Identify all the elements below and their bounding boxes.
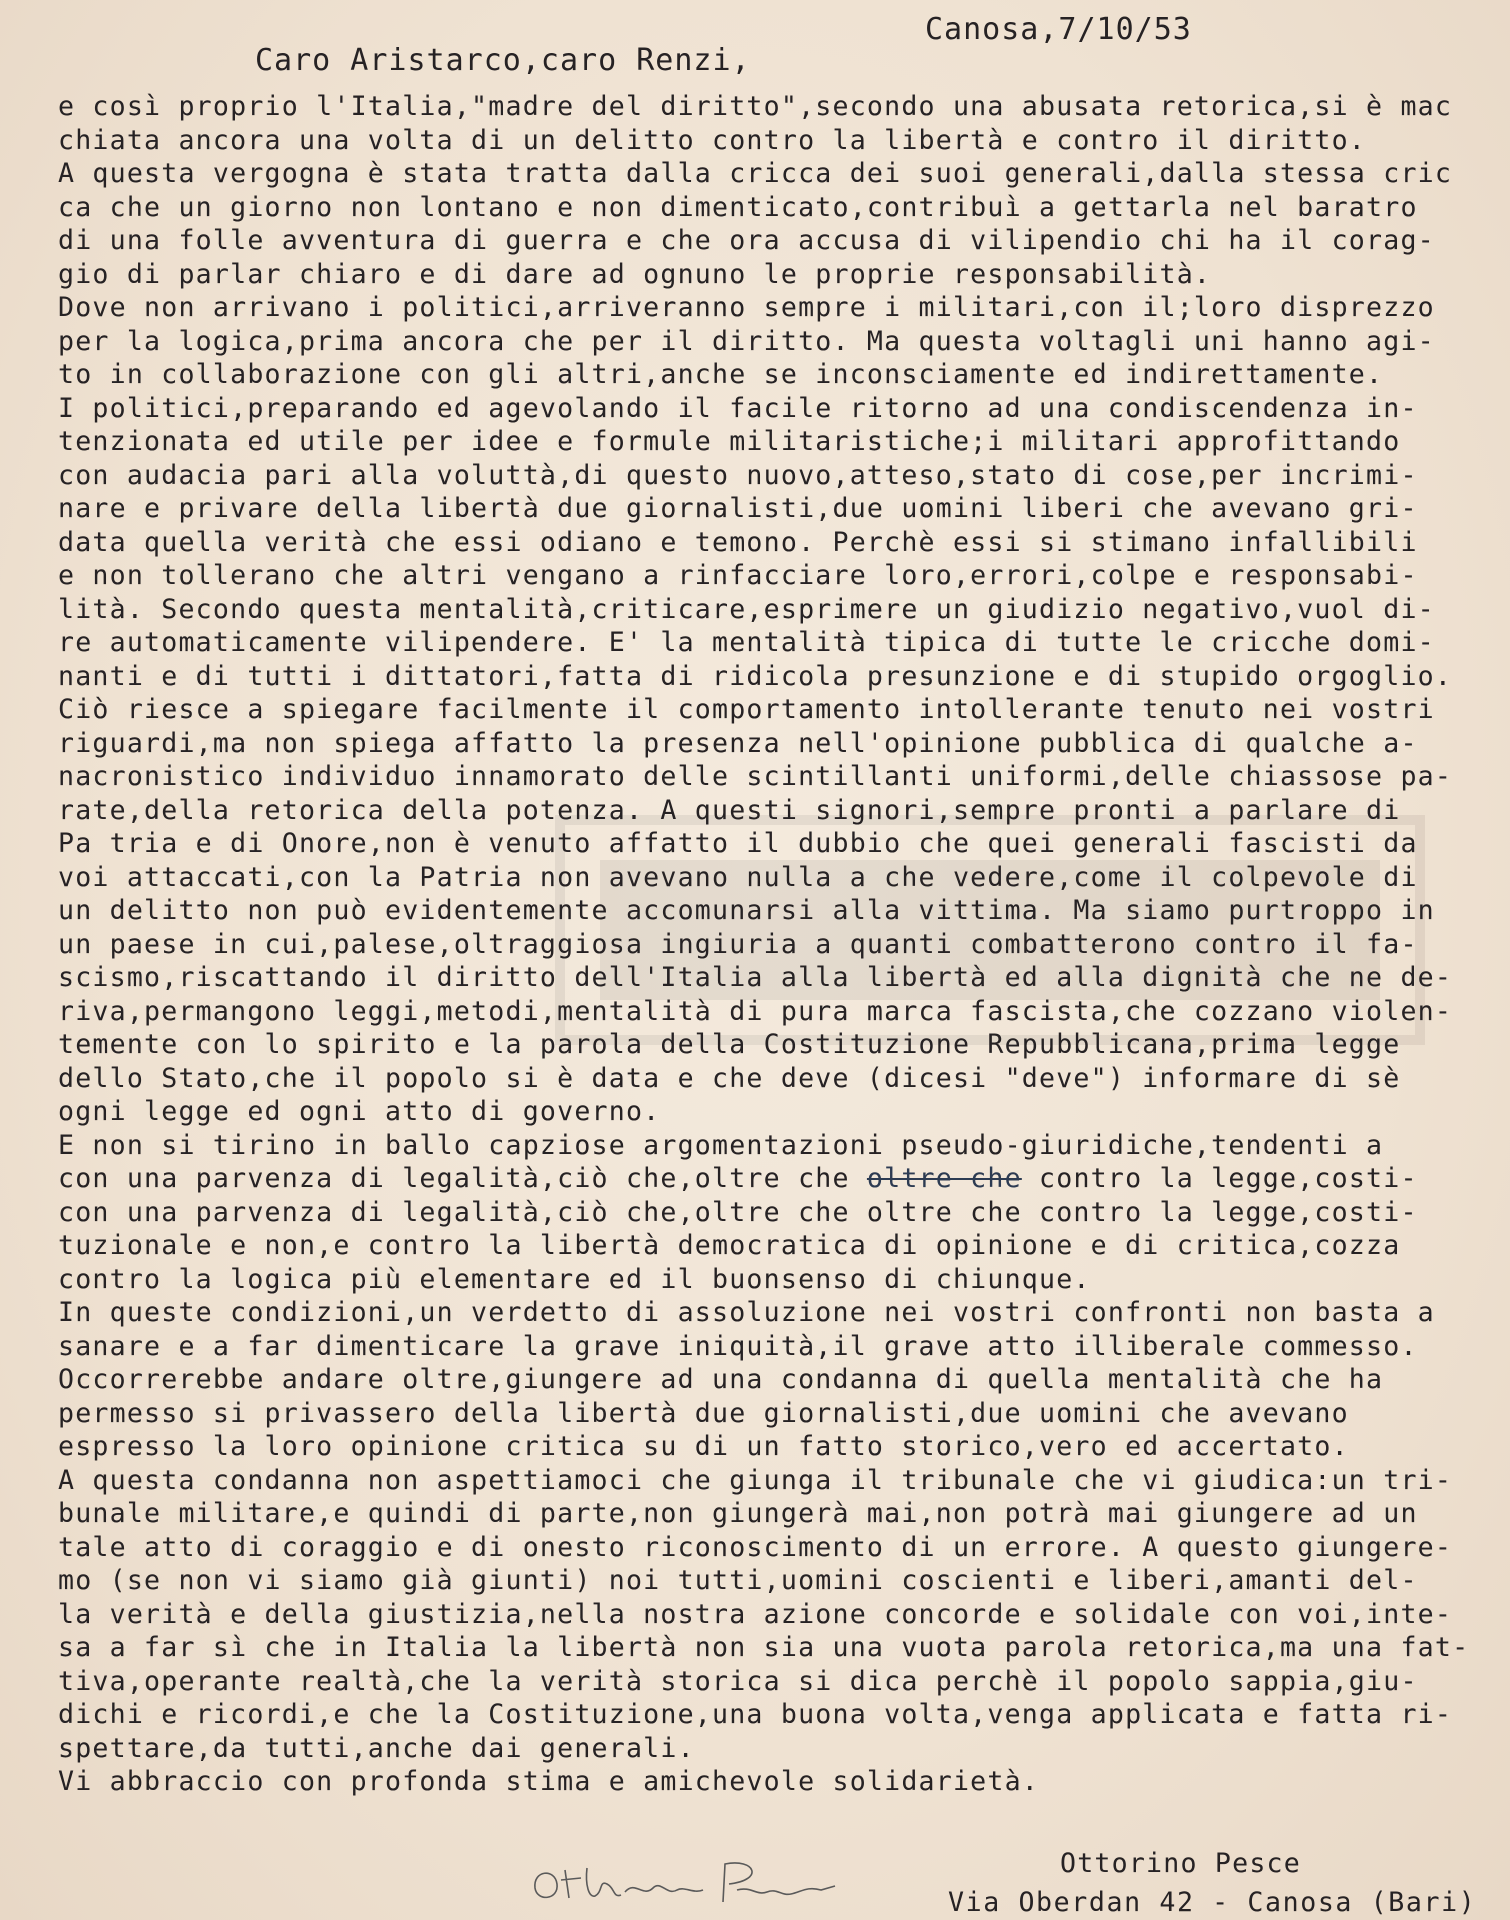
letter-line: voi attaccati,con la Patria non avevano nulla a che vedere,come il colpevole di <box>58 861 1418 893</box>
letter-line: temente con lo spirito e la parola della Costituzione Repubblicana,prima legge <box>58 1029 1401 1060</box>
letter-line: dello Stato,che il popolo si è data e che deve (dicesi "deve") informare di sè <box>58 1062 1401 1094</box>
letter-line: gio di parlar chiaro e di dare ad ognuno le proprie responsabilità. <box>58 258 1212 290</box>
letter-line: di una folle avventura di guerra e che ora accusa di vilipendio chi ha il corag- <box>58 225 1435 256</box>
letter-line: la verità e della giustizia,nella nostra azione concorde e solidale con voi,inte- <box>58 1598 1453 1630</box>
letter-line: data quella verità che essi odiano e temono. Perchè essi si stimano infallibili <box>58 526 1418 558</box>
letter-line: sanare e a far dimenticare la grave iniquità,il grave atto illiberale commesso. <box>58 1330 1418 1362</box>
line-part: contro la legge,costi- <box>1021 1163 1418 1194</box>
sender-name: Ottorino Pesce <box>1060 1848 1301 1879</box>
letter-line: A questa vergogna è stata tratta dalla cricca dei suoi generali,dalla stessa cric <box>58 158 1453 189</box>
letter-line: E non si tirino in ballo capziose argomentazioni pseudo-giuridiche,tendenti a <box>58 1129 1384 1161</box>
letter-line: e non tollerano che altri vengano a rinfacciare loro,errori,colpe e responsabi- <box>58 560 1418 591</box>
letter-line: ca che un giorno non lontano e non dimenticato,contribuì a gettarla nel baratro <box>58 191 1418 223</box>
letter-line: chiata ancora una volta di un delitto contro la libertà e contro il diritto. <box>58 124 1367 156</box>
letter-body <box>58 90 1498 1799</box>
letter-line: espresso la loro opinione critica su di un fatto storico,vero ed accertato. <box>58 1431 1349 1462</box>
letter-line: mo (se non vi siamo già giunti) noi tutti,uomini coscienti e liberi,amanti del- <box>58 1565 1418 1596</box>
letter-line <box>58 1162 1498 1196</box>
letter-line: sa a far sì che in Italia la libertà non sia una vuota parola retorica,ma una fat- <box>58 1632 1470 1663</box>
letter-line: Occorrerebbe andare oltre,giungere ad una condanna di quella mentalità che ha <box>58 1364 1384 1395</box>
letter-line: nare e privare della libertà due giornalisti,due uomini liberi che avevano gri- <box>58 493 1418 524</box>
letter-line: scismo,riscattando il diritto dell'Italia alla libertà ed alla dignità che ne de- <box>58 962 1453 993</box>
letter-line: riguardi,ma non spiega affatto la presenza nell'opinione pubblica di qualche a- <box>58 727 1418 759</box>
letter-date: Canosa,7/10/53 <box>925 12 1192 47</box>
letter-line: tuzionale e non,e contro la libertà democratica di opinione e di critica,cozza <box>58 1230 1401 1261</box>
letter-line: to in collaborazione con gli altri,anche se inconsciamente ed indirettamente. <box>58 359 1384 390</box>
letter-line: In queste condizioni,un verdetto di assoluzione nei vostri confronti non basta a <box>58 1297 1435 1328</box>
letter-line: Pa tria e di Onore,non è venuto affatto il dubbio che quei generali fascisti da <box>58 828 1418 859</box>
letter-line: bunale militare,e quindi di parte,non giungerà mai,non potrà mai giungere ad un <box>58 1498 1418 1529</box>
letter-line: per la logica,prima ancora che per il diritto. Ma questa voltagli uni hanno agi- <box>58 325 1435 357</box>
letter-line: Vi abbraccio con profonda stima e amichevole solidarietà. <box>58 1766 1040 1797</box>
letter-line: ogni legge ed ogni atto di governo. <box>58 1096 661 1127</box>
letter-line: tale atto di coraggio e di onesto riconoscimento di un errore. A questo giungere- <box>58 1531 1453 1563</box>
letter-line: A questa condanna non aspettiamoci che giunga il tribunale che vi giudica:un tri- <box>58 1464 1453 1496</box>
letter-line: tiva,operante realtà,che la verità storica si dica perchè il popolo sappia,giu- <box>58 1665 1418 1697</box>
letter-line: spettare,da tutti,anche dai generali. <box>58 1732 695 1764</box>
letter-line: re automaticamente vilipendere. E' la mentalità tipica di tutte le cricche domi- <box>58 627 1435 658</box>
handwritten-signature <box>525 1840 885 1915</box>
letter-line: contro la logica più elementare ed il buonsenso di chiunque. <box>58 1263 1091 1295</box>
letter-line: nacronistico individuo innamorato delle scintillanti uniformi,delle chiassose pa- <box>58 761 1453 792</box>
letter-salutation: Caro Aristarco,caro Renzi, <box>255 43 751 78</box>
letter-line: un delitto non può evidentemente accomunarsi alla vittima. Ma siamo purtroppo in <box>58 895 1435 926</box>
letter-line: dichi e ricordi,e che la Costituzione,una buona volta,venga applicata e fatta ri- <box>58 1699 1453 1730</box>
letter-line: e così proprio l'Italia,"madre del diritto",secondo una abusata retorica,si è mac <box>58 91 1453 122</box>
letter-line: un paese in cui,palese,oltraggiosa ingiuria a quanti combatterono contro il fa- <box>58 928 1418 960</box>
letter-line: con una parvenza di legalità,ciò che,oltre che oltre che contro la legge,costi- <box>58 1196 1418 1228</box>
letter-line: tenzionata ed utile per idee e formule militaristiche;i militari approfittando <box>58 426 1401 457</box>
letter-line: Ciò riesce a spiegare facilmente il comportamento intollerante tenuto nei vostri <box>58 694 1435 725</box>
letter-line: con audacia pari alla voluttà,di questo nuovo,atteso,stato di cose,per incrimi- <box>58 459 1418 491</box>
letter-line: lità. Secondo questa mentalità,criticare,esprimere un giudizio negativo,vuol di- <box>58 593 1435 625</box>
struck-through-text: oltre che <box>866 1163 1022 1194</box>
letter-line: nanti e di tutti i dittatori,fatta di ridicola presunzione e di stupido orgoglio. <box>58 660 1453 692</box>
letter-line: Dove non arrivano i politici,arriveranno sempre i militari,con il;loro disprezzo <box>58 292 1435 323</box>
letter-line: permesso si privassero della libertà due giornalisti,due uomini che avevano <box>58 1397 1349 1429</box>
sender-address: Via Oberdan 42 - Canosa (Bari) <box>948 1887 1477 1918</box>
line-part: con una parvenza di legalità,ciò che,oltre che <box>58 1163 867 1194</box>
letter-line: I politici,preparando ed agevolando il facile ritorno ad una condiscendenza in- <box>58 392 1418 424</box>
letter-line: rate,della retorica della potenza. A questi signori,sempre pronti a parlare di <box>58 794 1401 826</box>
letter-line: riva,permangono leggi,metodi,mentalità di pura marca fascista,che cozzano violen- <box>58 995 1453 1027</box>
